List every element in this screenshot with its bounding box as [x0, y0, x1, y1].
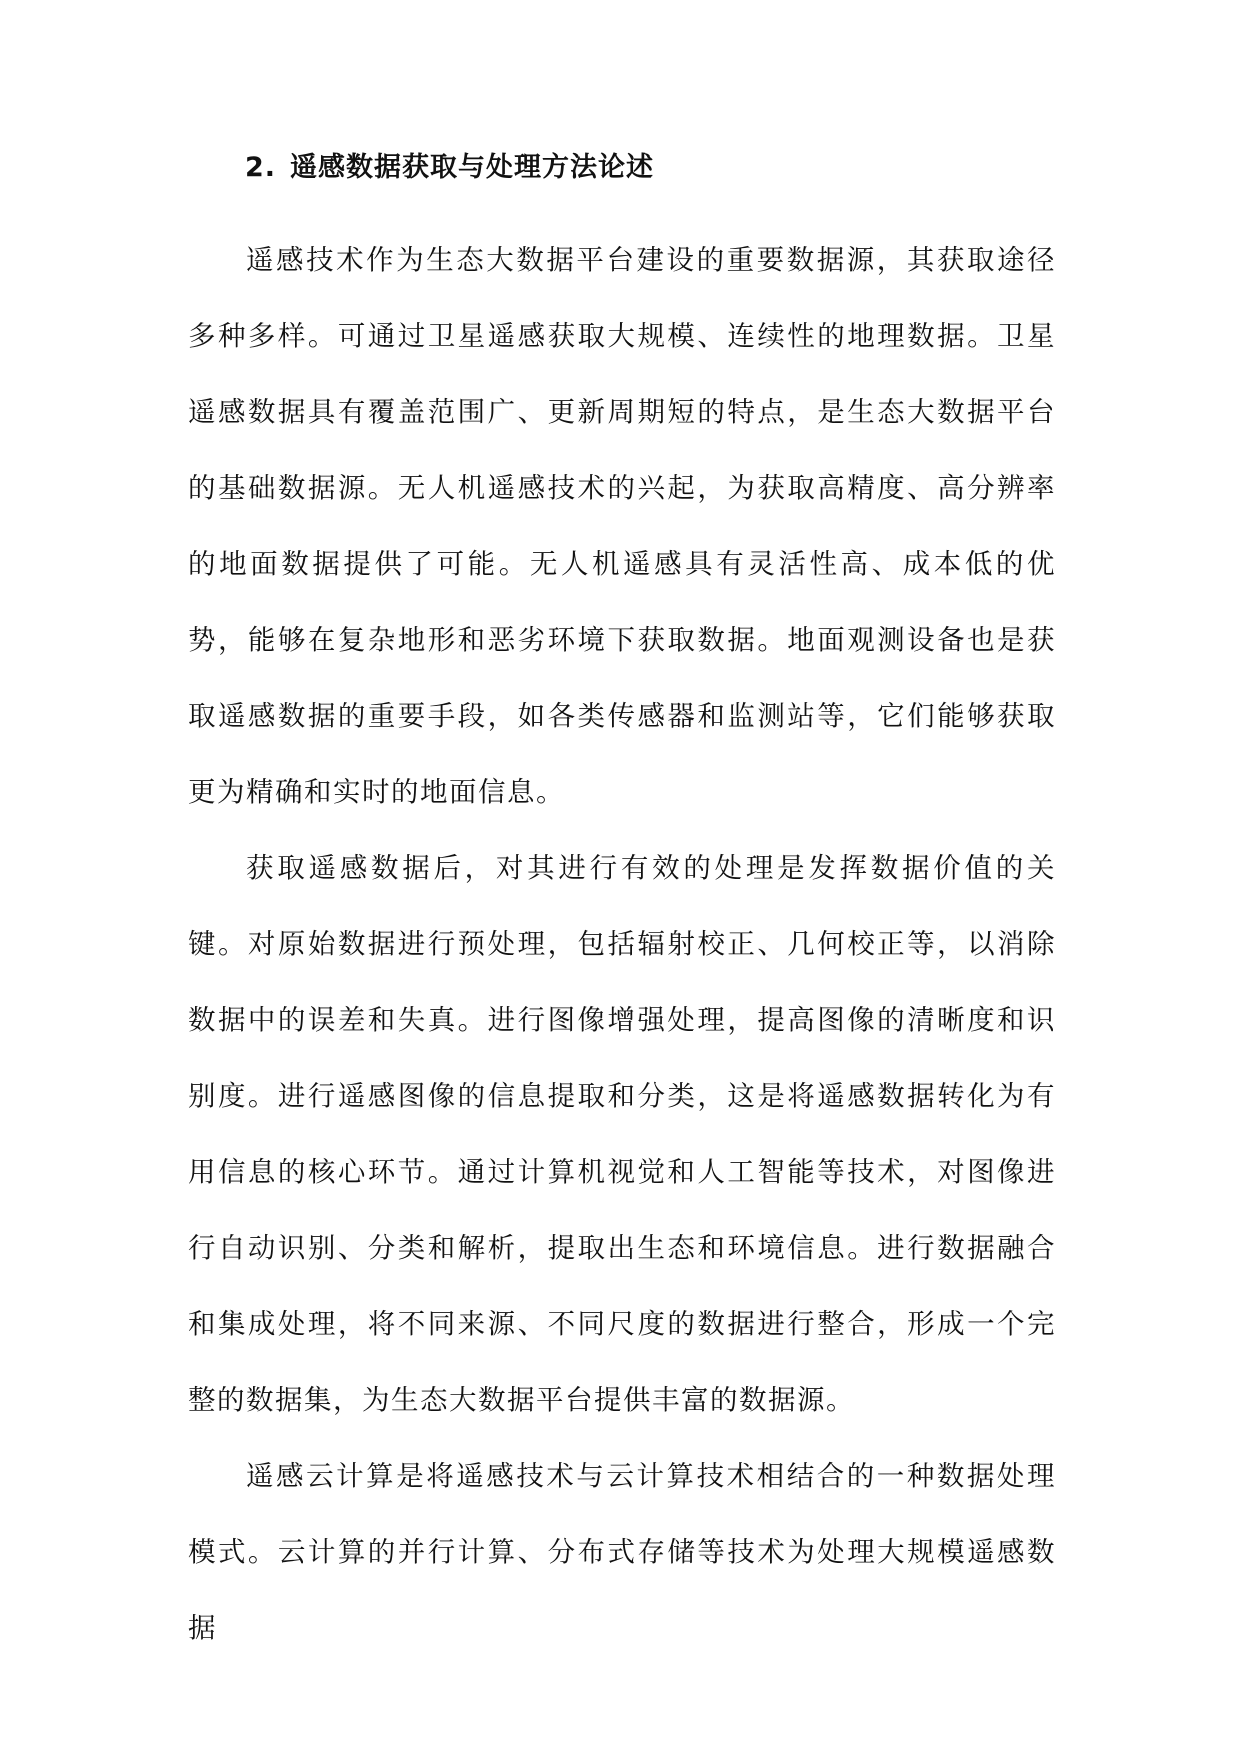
section-title: 遥感数据获取与处理方法论述 [290, 152, 655, 183]
body-paragraph: 获取遥感数据后，对其进行有效的处理是发挥数据价值的关键。对原始数据进行预处理，包括辐射校正、几何校正等，以消除数据中的误差和失真。进行图像增强处理，提高图像的清晰度和识别度。进行遥感图像的信息提取和分类，这是将遥感数据转化为有用信息的核心环节。通过计算机视觉和人工智能等技术，对图像进行自动识别、分类和解析，提取出生态和环境信息。进行数据融合和集成处理，将不同来源、不同尺度的数据进行整合，形成一个完整的数据集，为生态大数据平台提供丰富的数据源。 [188, 852, 1056, 1416]
section-number: 2. [245, 152, 277, 183]
body-paragraph: 遥感云计算是将遥感技术与云计算技术相结合的一种数据处理模式。云计算的并行计算、分布式存储等技术为处理大规模遥感数据 [188, 1460, 1056, 1644]
body-text [188, 222, 1056, 1666]
section-heading [245, 148, 654, 188]
body-paragraph: 遥感技术作为生态大数据平台建设的重要数据源，其获取途径多种多样。可通过卫星遥感获取大规模、连续性的地理数据。卫星遥感数据具有覆盖范围广、更新周期短的特点，是生态大数据平台的基础数据源。无人机遥感技术的兴起，为获取高精度、高分辨率的地面数据提供了可能。无人机遥感具有灵活性高、成本低的优势，能够在复杂地形和恶劣环境下获取数据。地面观测设备也是获取遥感数据的重要手段，如各类传感器和监测站等，它们能够获取更为精确和实时的地面信息。 [188, 244, 1056, 808]
